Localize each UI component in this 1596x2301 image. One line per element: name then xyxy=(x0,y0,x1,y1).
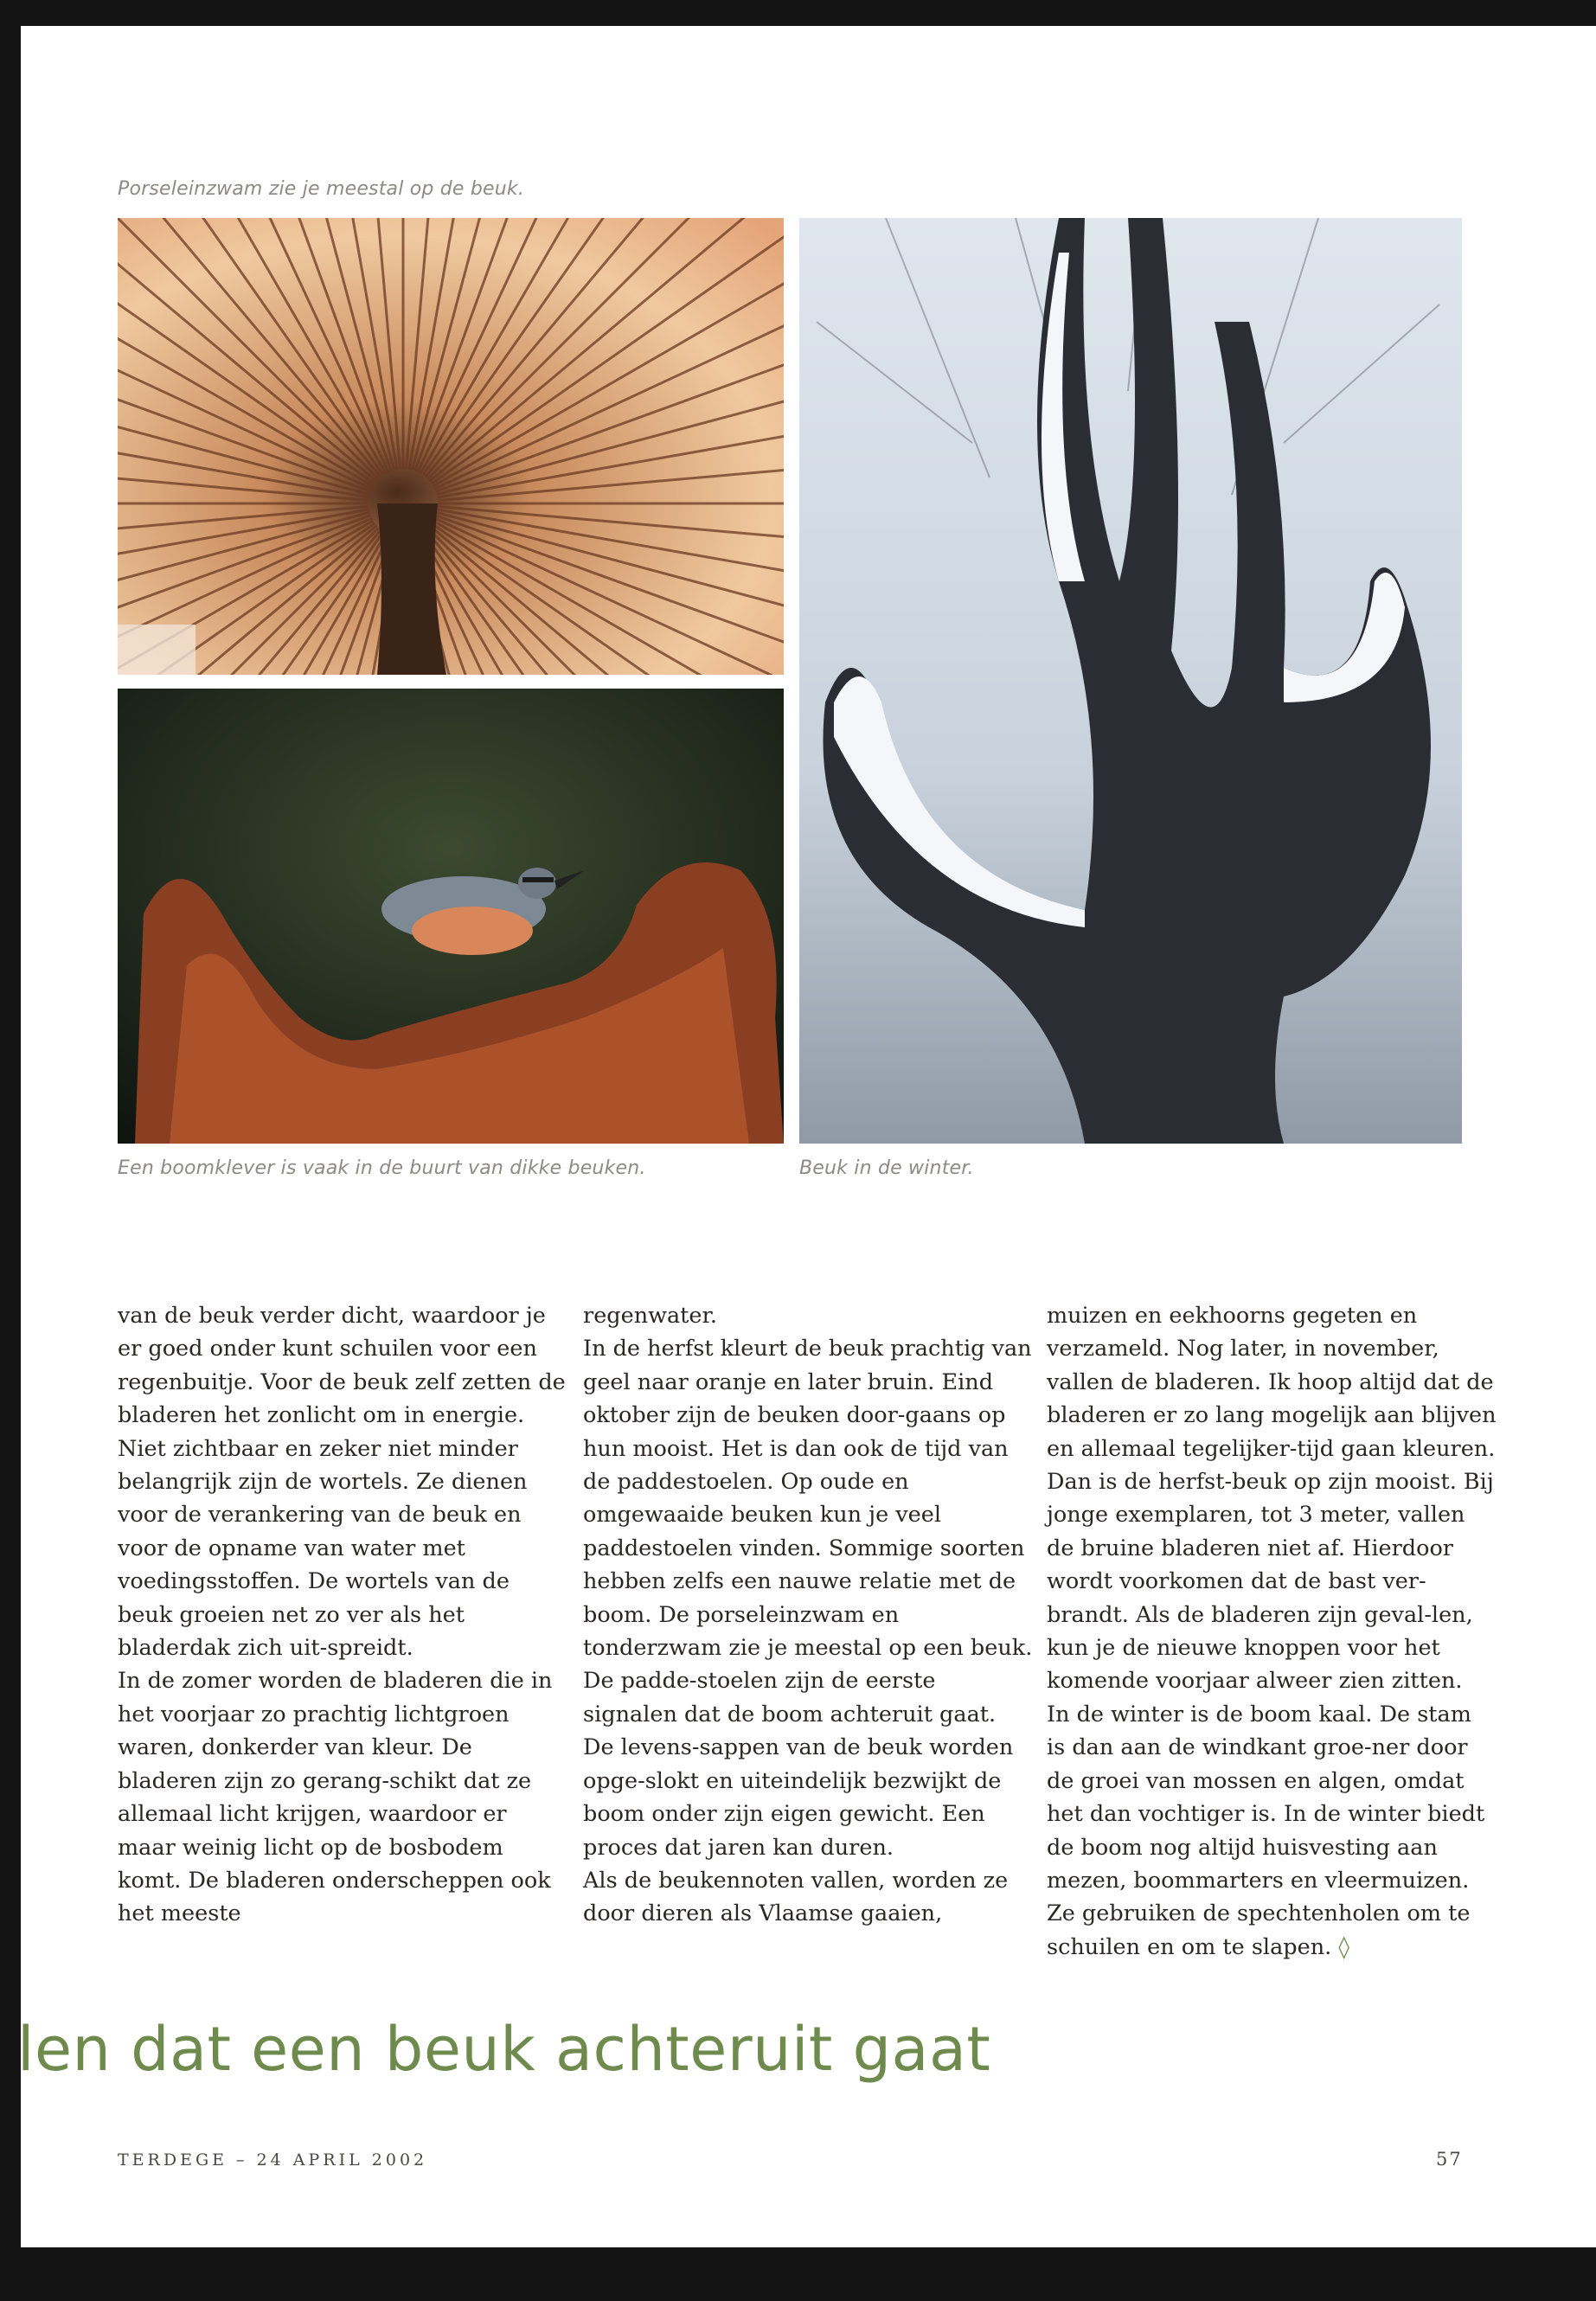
paragraph xyxy=(1047,1698,1497,1964)
caption-mushroom: Porseleinzwam zie je meestal op de beuk. xyxy=(118,178,525,200)
paragraph: van de beuk verder dicht, waardoor je er goed onder kunt schuilen voor een regenbuitje. Voor de beuk zelf zetten de bladeren het zonlicht om in energie. Niet zichtbaar en zeker niet minder belangrijk zijn de wortels. Ze dienen voor de verankering van de beuk en voor de opname van water met voedingsstoffen. De wortels van de beuk groeien net zo ver als het bladerdak zich uit-spreidt. xyxy=(118,1303,566,1662)
caption-nuthatch: Een boomklever is vaak in de buurt van dikke beuken. xyxy=(118,1157,646,1179)
page-number: 57 xyxy=(1436,2149,1463,2170)
footer-publication: TERDEGE – 24 APRIL 2002 xyxy=(118,2150,428,2170)
paragraph: Als de beukennoten vallen, worden ze door dieren als Vlaamse gaaien, xyxy=(583,1867,1009,1927)
paragraph: In de zomer worden de bladeren die in het voorjaar zo prachtig lichtgroen waren, donkerder van kleur. De bladeren zijn zo gerang-schikt dat ze allemaal licht krijgen, waardoor er maar weinig licht op de bosbodem komt. De bladeren onderscheppen ook het meeste xyxy=(118,1668,553,1927)
photo-beech-in-winter xyxy=(799,218,1462,1144)
text-column-3 xyxy=(1047,1299,1497,1964)
paragraph: muizen en eekhoorns gegeten en verzameld. Nog later, in november, vallen de bladeren. Ik hoop altijd dat de bladeren er zo lang mogelijk aan blijven en allemaal tegelijker-tijd gaan kleuren. Dan is de herfst-beuk op zijn mooist. Bij jonge exemplaren, tot 3 meter, vallen de bruine bladeren niet af. Hierdoor wordt voorkomen dat de bast ver-brandt. Als de bladeren zijn geval-len, kun je de nieuwe knoppen voor het komende voorjaar alweer zien zitten. xyxy=(1047,1303,1497,1695)
scan-edge-left xyxy=(0,0,21,2301)
text-column-2 xyxy=(583,1299,1033,1931)
scan-edge-top xyxy=(0,0,1596,26)
paragraph: In de herfst kleurt de beuk prachtig van geel naar oranje en later bruin. Eind oktober zijn de beuken door-gaans op hun mooist. Het is dan ook de tijd van de paddestoelen. Op oude en omgewaaide beuken kun je veel paddestoelen vinden. Sommige soorten hebben zelfs een nauwe relatie met de boom. De porseleinzwam en tonderzwam zie je meestal op een beuk. De padde-stoelen zijn de eerste signalen dat de boom achteruit gaat. De levens-sappen van de beuk worden opge-slokt en uiteindelijk bezwijkt de boom onder zijn eigen gewicht. Een proces dat jaren kan duren. xyxy=(583,1336,1033,1861)
photo-nuthatch xyxy=(118,689,784,1144)
end-of-article-mark: ◊ xyxy=(1338,1933,1349,1960)
paragraph: regenwater. xyxy=(583,1303,717,1329)
scan-edge-bottom xyxy=(0,2247,1596,2301)
caption-winter-beech: Beuk in de winter. xyxy=(799,1157,974,1179)
paragraph-text: In de winter is de boom kaal. De stam is dan aan de windkant groe-ner door de groei van mossen en algen, omdat het dan vochtiger is. In de winter biedt de boom nog altijd huisvesting aan mezen, boommarters en vleermuizen. Ze gebruiken de spechtenholen om te schuilen en om te slapen. xyxy=(1047,1701,1485,1960)
headline: len dat een beuk achteruit gaat xyxy=(17,2014,991,2085)
photo-porcelain-fungus xyxy=(118,218,784,675)
text-column-1 xyxy=(118,1299,567,1931)
